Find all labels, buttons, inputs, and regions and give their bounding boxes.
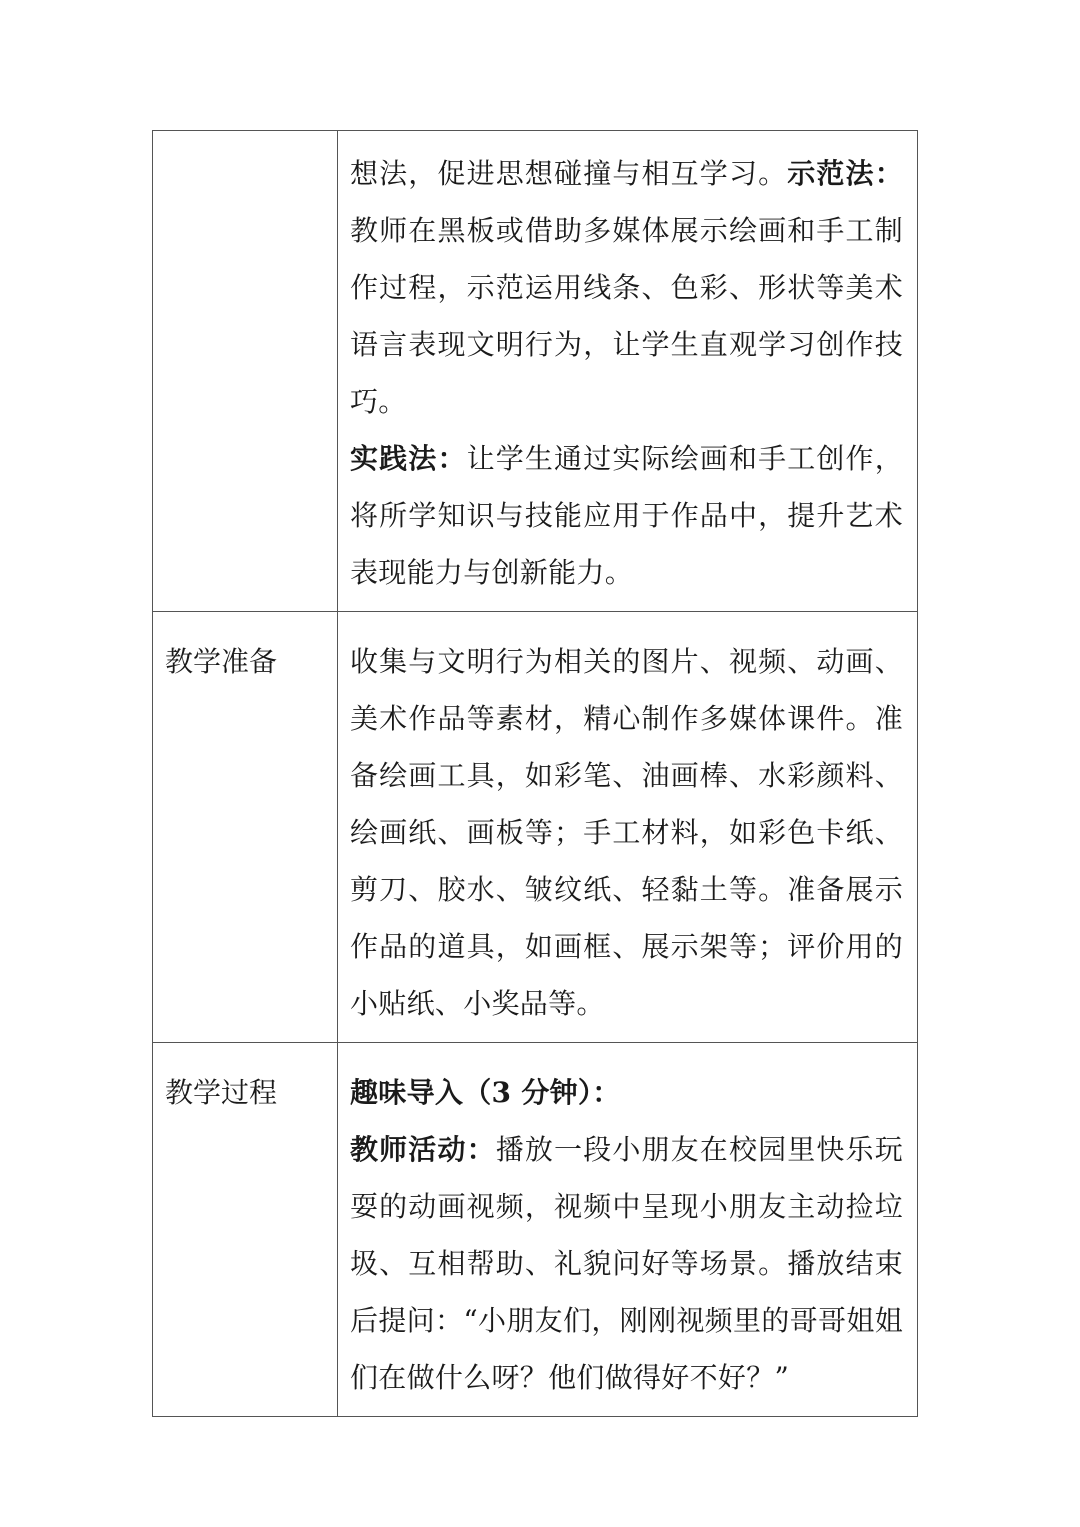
text-span: 教师在黑板或借助多媒体展示绘画和手工制作过程，示范运用线条、色彩、形状等美术语言表现文明行为，让学生直观学习创作技巧。 (350, 214, 903, 418)
table-row (153, 131, 918, 612)
paragraph (350, 145, 903, 430)
section-heading: 趣味导入（3 分钟）： (350, 1076, 621, 1109)
text-span: 播放一段小朋友在校园里快乐玩耍的动画视频，视频中呈现小朋友主动捡垃圾、互相帮助、礼貌问好等场景。播放结束后提问：“小朋友们，刚刚视频里的哥哥姐姐们在做什么呀？他们做得好不好？” (350, 1133, 903, 1394)
label-cell (153, 131, 338, 612)
content-cell (338, 612, 918, 1043)
method-term-practice: 实践法： (350, 442, 467, 475)
row-label: 教学准备 (165, 645, 278, 678)
label-cell (153, 612, 338, 1043)
lesson-plan-table (152, 130, 918, 1417)
paragraph (350, 430, 903, 601)
content-cell (338, 131, 918, 612)
row-label: 教学过程 (165, 1076, 278, 1109)
row-label (153, 131, 337, 152)
teacher-activity-term: 教师活动： (350, 1133, 496, 1166)
paragraph (350, 1121, 903, 1406)
paragraph: 收集与文明行为相关的图片、视频、动画、美术作品等素材，精心制作多媒体课件。准备绘画工具，如彩笔、油画棒、水彩颜料、绘画纸、画板等；手工材料，如彩色卡纸、剪刀、胶水、皱纹纸、轻黏土等。准备展示作品的道具，如画框、展示架等；评价用的小贴纸、小奖品等。 (350, 645, 903, 1020)
text-span: 想法，促进思想碰撞与相互学习。 (350, 157, 788, 190)
method-term-demonstration: 示范法： (787, 157, 903, 190)
table-row (153, 612, 918, 1043)
content-cell (338, 1043, 918, 1417)
text-span: 让学生通过实际绘画和手工创作，将所学知识与技能应用于作品中，提升艺术表现能力与创新能力。 (350, 442, 903, 589)
label-cell (153, 1043, 338, 1417)
table-row (153, 1043, 918, 1417)
